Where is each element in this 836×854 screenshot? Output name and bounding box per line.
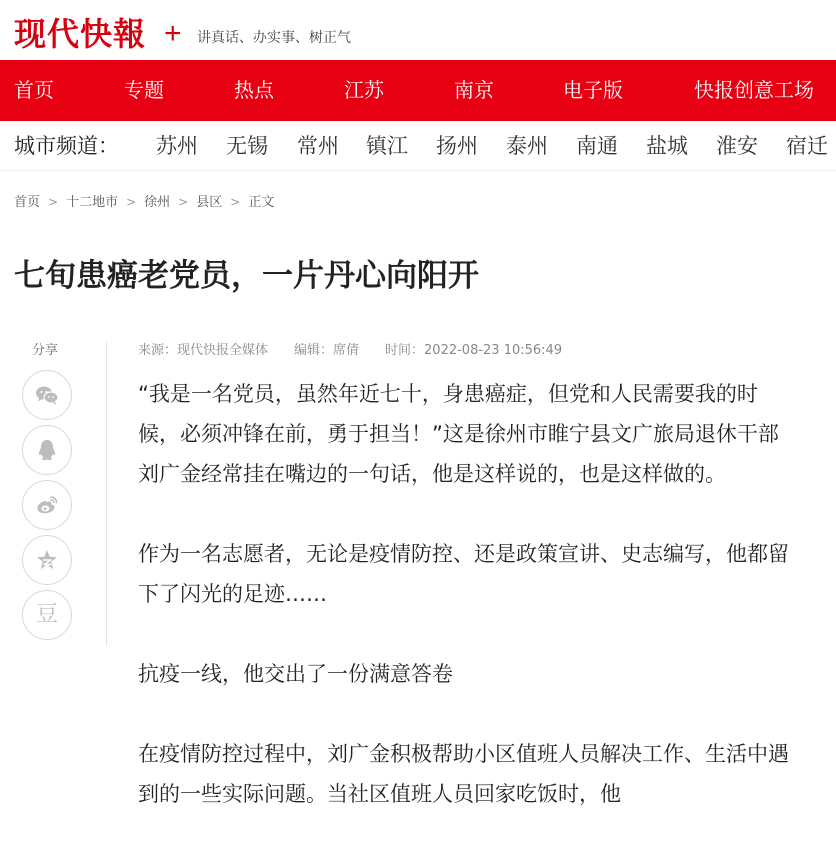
nav-item-home[interactable]: 首页: [14, 78, 54, 102]
logo-plus-icon: +: [164, 17, 182, 50]
city-channel-label: 城市频道：: [14, 134, 119, 158]
article-meta: [138, 342, 588, 360]
city-item-wuxi[interactable]: 无锡: [226, 134, 268, 158]
nav-item-topics[interactable]: 专题: [124, 78, 164, 102]
site-logo[interactable]: 现代快報: [14, 15, 147, 53]
article-title: 七旬患癌老党员，一片丹心向阳开: [14, 258, 479, 294]
main-nav: [0, 60, 836, 121]
article-subheading: 抗疫一线，他交出了一份满意答卷: [138, 662, 453, 686]
douban-icon: 豆: [35, 602, 58, 627]
city-item-yancheng[interactable]: 盐城: [646, 134, 688, 158]
breadcrumb-separator-icon: >: [126, 195, 137, 209]
city-item-suqian[interactable]: 宿迁: [786, 134, 828, 158]
article-paragraph: “我是一名党员，虽然年近七十，身患癌症，但党和人民需要我的时候，必须冲锋在前，勇于担当！”这是徐州市睢宁县文广旅局退休干部刘广金经常挂在嘴边的一句话，他是这样说的，也是这样做的。: [138, 382, 779, 486]
weibo-icon: [34, 492, 60, 518]
site-slogan: 讲真话、办实事、树正气: [197, 30, 351, 46]
nav-item-nanjing[interactable]: 南京: [454, 78, 494, 102]
city-item-yangzhou[interactable]: 扬州: [436, 134, 478, 158]
breadcrumb-item-home[interactable]: 首页: [14, 195, 41, 210]
nav-item-hot[interactable]: 热点: [234, 78, 274, 102]
city-channel-bar: [0, 121, 836, 171]
share-wechat-button[interactable]: [22, 370, 72, 420]
nav-item-epaper[interactable]: 电子版: [563, 78, 623, 102]
breadcrumb-item-county[interactable]: 县区: [196, 195, 223, 210]
nav-item-jiangsu[interactable]: 江苏: [344, 78, 384, 102]
wechat-icon: [34, 382, 60, 408]
breadcrumb-separator-icon: >: [178, 195, 189, 209]
article-editor: 编辑：席倩: [294, 343, 360, 358]
city-item-suzhou[interactable]: 苏州: [156, 134, 198, 158]
breadcrumb-item-cities[interactable]: 十二地市: [66, 195, 119, 210]
article-source: 来源：现代快报全媒体: [138, 343, 269, 358]
site-header: [0, 0, 836, 60]
nav-item-creative-workshop[interactable]: 快报创意工场: [694, 78, 814, 102]
share-douban-button[interactable]: [22, 590, 72, 640]
breadcrumb-separator-icon: >: [230, 195, 241, 209]
city-item-taizhou[interactable]: 泰州: [506, 134, 548, 158]
breadcrumb-item-current: 正文: [248, 195, 275, 210]
city-item-zhenjiang[interactable]: 镇江: [366, 134, 408, 158]
share-weibo-button[interactable]: [22, 480, 72, 530]
article-body: [138, 374, 798, 854]
article-time: 时间：2022-08-23 10:56:49: [385, 343, 563, 358]
city-item-nantong[interactable]: 南通: [576, 134, 618, 158]
breadcrumb-separator-icon: >: [48, 195, 59, 209]
breadcrumb: [14, 192, 274, 212]
qzone-star-icon: [34, 547, 60, 573]
qq-icon: [34, 437, 60, 463]
article-paragraph: 作为一名志愿者，无论是疫情防控、还是政策宣讲、史志编写，他都留下了闪光的足迹……: [138, 542, 789, 606]
city-item-changzhou[interactable]: 常州: [297, 134, 339, 158]
share-qzone-button[interactable]: [22, 535, 72, 585]
city-item-huaian[interactable]: 淮安: [716, 134, 758, 158]
share-divider: [106, 342, 107, 646]
breadcrumb-item-xuzhou[interactable]: 徐州: [144, 195, 171, 210]
article-paragraph: 在疫情防控过程中，刘广金积极帮助小区值班人员解决工作、生活中遇到的一些实际问题。当社区值班人员回家吃饭时，他: [138, 742, 789, 806]
share-qq-button[interactable]: [22, 425, 72, 475]
share-label: 分享: [32, 343, 59, 358]
